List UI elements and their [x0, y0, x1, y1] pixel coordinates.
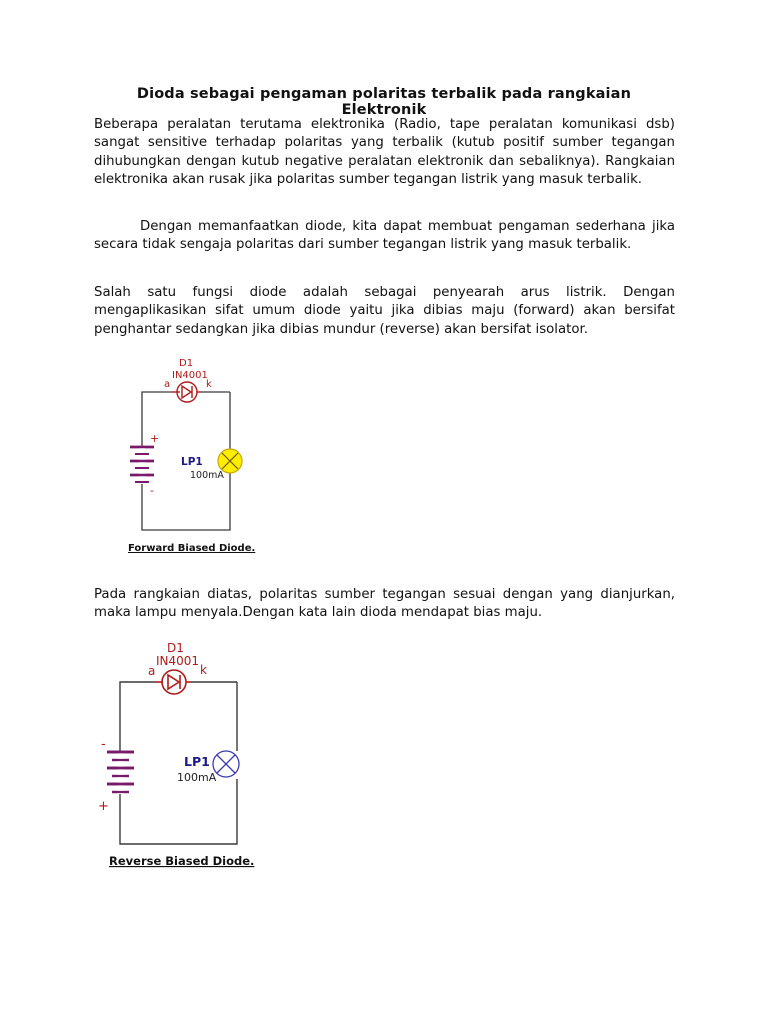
diode-part-label: IN4001: [156, 654, 200, 668]
diode-symbol: [172, 382, 202, 402]
battery-bottom-polarity: -: [150, 484, 154, 497]
battery-top-polarity: -: [101, 737, 106, 752]
lamp-ref-label: LP1: [184, 754, 210, 769]
diode-part-label: IN4001: [172, 370, 208, 381]
paragraph-diode-function: Salah satu fungsi diode adalah sebagai penyearah arus listrik. Dengan mengaplikasikan sifat umum diode yaitu jika dibias maju (forward) akan bersifat penghantar sedangkan jika dibias mundur (reverse) akan bersifat isolator.: [94, 285, 675, 337]
diode-ref-label: D1: [179, 358, 194, 369]
forward-biased-circuit: [120, 352, 270, 557]
figure-caption-forward: Forward Biased Diode.: [128, 543, 256, 554]
paragraph-intro: Beberapa peralatan terutama elektronika (Radio, tape peralatan komunikasi dsb) sangat sensitive terhadap polaritas yang terbalik (kutub positif sumber tegangan dihubungkan dengan kutub negative peralatan elektronik dan sebaliknya). Rangkaian elektronika akan rusak jika polaritas sumber tegangan listrik yang masuk terbalik.: [94, 117, 675, 187]
diode-ref-label: D1: [167, 641, 184, 655]
lamp-symbol-off: [213, 751, 239, 777]
paragraph-protection: Dengan memanfaatkan diode, kita dapat membuat pengaman sederhana jika secara tidak sengaja polaritas dari sumber tegangan listrik yang masuk terbalik.: [94, 219, 675, 253]
document-title: Dioda sebagai pengaman polaritas terbalik pada rangkaian Elektronik: [136, 86, 632, 118]
lamp-ref-label: LP1: [181, 456, 203, 468]
lamp-rating-label: 100mA: [190, 470, 224, 481]
anode-label: a: [148, 664, 156, 678]
reverse-biased-circuit: [92, 636, 267, 871]
lamp-rating-label: 100mA: [177, 771, 217, 784]
figure-caption-reverse: Reverse Biased Diode.: [109, 854, 255, 868]
paragraph-forward-explanation: Pada rangkaian diatas, polaritas sumber tegangan sesuai dengan yang dianjurkan, maka lampu menyala.Dengan kata lain dioda mendapat bias maju.: [94, 587, 675, 621]
battery-top-polarity: +: [150, 432, 160, 445]
diode-symbol: [156, 670, 192, 694]
cathode-label: k: [200, 663, 207, 677]
cathode-label: k: [206, 379, 212, 390]
battery-bottom-polarity: +: [98, 799, 109, 814]
anode-label: a: [164, 379, 171, 390]
